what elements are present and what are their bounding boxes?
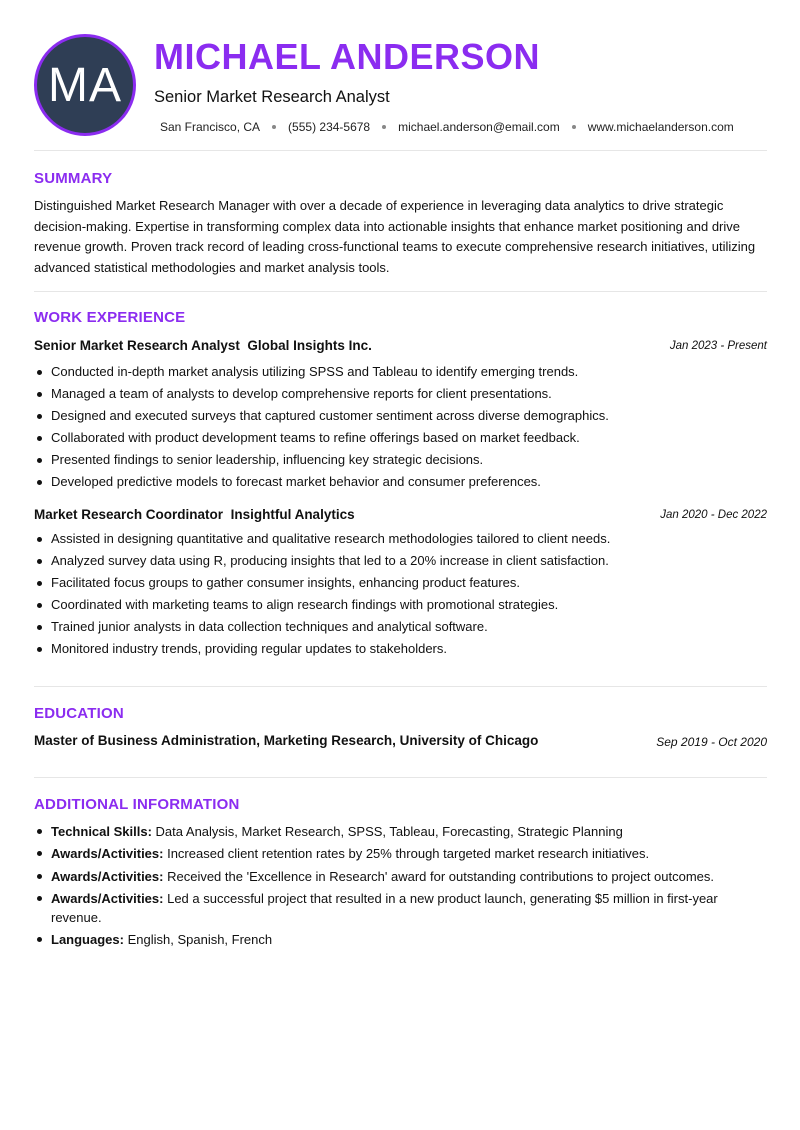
job-role: Market Research Coordinator [34, 507, 224, 522]
item-text: Data Analysis, Market Research, SPSS, Tableau, Forecasting, Strategic Planning [155, 824, 623, 839]
item-label: Languages: [51, 932, 124, 948]
item-text: Received the 'Excellence in Research' award for outstanding contributions to project outcomes. [167, 868, 715, 884]
job-role-company [34, 338, 372, 353]
contact-email[interactable]: michael.anderson@email.com [398, 120, 560, 134]
section-divider [34, 291, 767, 292]
list-item: Monitored industry trends, providing regular updates to stakeholders. [34, 638, 767, 660]
item-label: Awards/Activities: [51, 868, 164, 884]
candidate-title: Senior Market Research Analyst [154, 88, 390, 106]
list-item: Facilitated focus groups to gather consumer insights, enhancing product features. [34, 572, 767, 594]
job-bullets [34, 361, 767, 493]
job-header [34, 338, 767, 358]
job-company: Global Insights Inc. [247, 338, 372, 353]
list-item: Coordinated with marketing teams to align research findings with promotional strategies. [34, 594, 767, 616]
job-company: Insightful Analytics [230, 507, 355, 522]
list-item: Trained junior analysts in data collection techniques and analytical software. [34, 616, 767, 638]
education-degree: Master of Business Administration, Marketing Research, University of Chicago [34, 733, 539, 748]
job-dates: Jan 2023 - Present [669, 340, 767, 352]
job-header [34, 507, 767, 527]
item-label: Technical Skills: [51, 824, 152, 839]
list-item [34, 844, 767, 863]
additional-info-heading: ADDITIONAL INFORMATION [34, 796, 240, 813]
education-dates: Sep 2019 - Oct 2020 [656, 735, 767, 749]
avatar-initials: MA [48, 58, 122, 112]
section-divider [34, 686, 767, 687]
item-text: Increased client retention rates by 25% through targeted market research initiatives. [167, 846, 650, 862]
list-item: Managed a team of analysts to develop comprehensive reports for client presentations. [34, 383, 767, 405]
summary-heading: SUMMARY [34, 170, 113, 187]
list-item: Collaborated with product development teams to refine offerings based on market feedback. [34, 427, 767, 449]
contact-location: San Francisco, CA [160, 120, 261, 134]
item-text: Led a successful project that resulted in a new product launch, generating $5 million in first-year revenue. [51, 890, 718, 925]
list-item [34, 867, 767, 886]
item-label: Awards/Activities: [51, 846, 164, 862]
list-item: Designed and executed surveys that captured customer sentiment across diverse demographics. [34, 405, 767, 427]
list-item: Conducted in-depth market analysis utilizing SPSS and Tableau to identify emerging trends. [34, 361, 767, 383]
avatar [34, 34, 136, 136]
summary-text: Distinguished Market Research Manager with over a decade of experience in leveraging data analytics to drive strategic decision-making. Expertise in transforming complex data into actionable insights that enhance market positioning and drive revenue growth. Proven track record of leading cross-functional teams to execute comprehensive research initiatives, utilizing advanced statistical methodologies and market analysis tools. [34, 198, 756, 275]
list-item [34, 889, 767, 927]
separator-dot-icon [382, 125, 386, 129]
education-entry [34, 733, 767, 753]
item-text: English, Spanish, French [127, 932, 273, 948]
separator-dot-icon [572, 125, 576, 129]
education-heading: EDUCATION [34, 705, 124, 722]
list-item [34, 822, 767, 841]
resume-header [34, 34, 767, 138]
contact-line [160, 120, 734, 134]
list-item [34, 930, 767, 949]
list-item: Assisted in designing quantitative and qualitative research methodologies tailored to client needs. [34, 528, 767, 550]
job-role: Senior Market Research Analyst [34, 338, 240, 353]
work-experience-heading: WORK EXPERIENCE [34, 309, 186, 326]
item-label: Awards/Activities: [51, 890, 164, 906]
job-bullets [34, 528, 767, 660]
contact-website[interactable]: www.michaelanderson.com [587, 120, 734, 134]
job-dates: Jan 2020 - Dec 2022 [660, 509, 767, 521]
additional-info-list [34, 822, 767, 952]
list-item: Developed predictive models to forecast market behavior and consumer preferences. [34, 471, 767, 493]
job-role-company [34, 507, 355, 522]
list-item: Presented findings to senior leadership, influencing key strategic decisions. [34, 449, 767, 471]
section-divider [34, 777, 767, 778]
candidate-name: MICHAEL ANDERSON [154, 36, 541, 77]
list-item: Analyzed survey data using R, producing insights that led to a 20% increase in client satisfaction. [34, 550, 767, 572]
contact-phone: (555) 234-5678 [288, 120, 371, 134]
separator-dot-icon [272, 125, 276, 129]
section-divider [34, 150, 767, 151]
